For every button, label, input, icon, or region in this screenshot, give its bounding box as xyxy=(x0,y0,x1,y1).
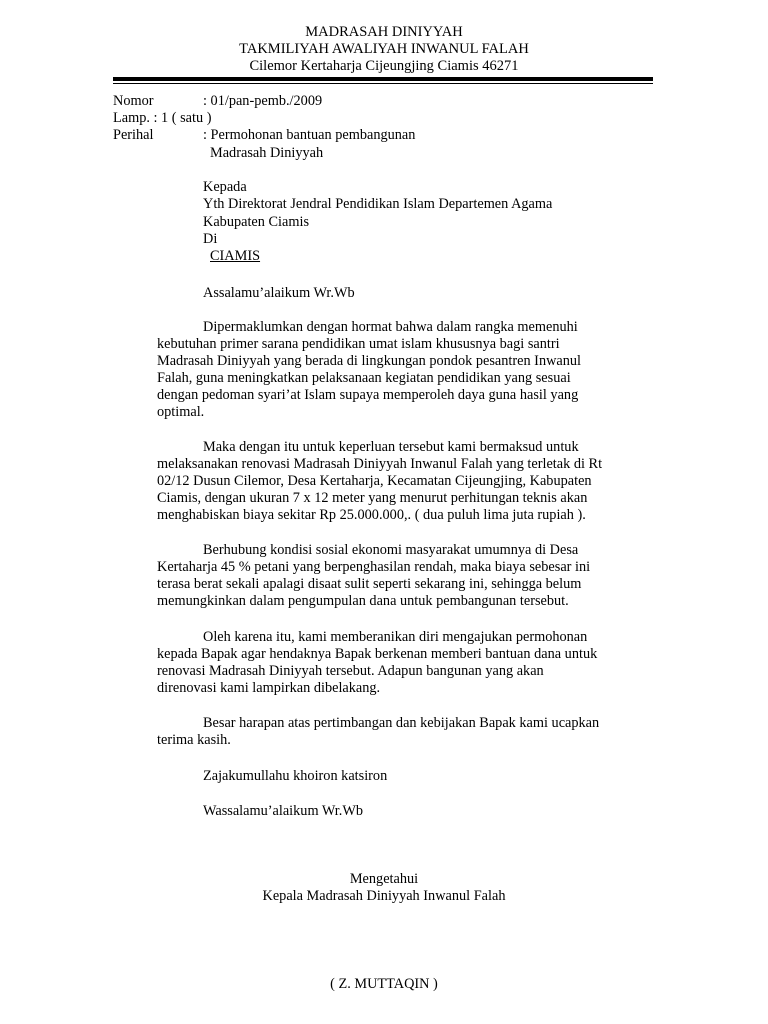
perihal-label: Perihal xyxy=(113,127,154,143)
paragraph-line: direnovasi kami lampirkan dibelakang. xyxy=(157,680,381,697)
paragraph-line: Maka dengan itu untuk keperluan tersebut kami bermaksud untuk xyxy=(203,439,579,455)
perihal-value-continued: Madrasah Diniyyah xyxy=(210,145,324,161)
paragraph-line: dengan pedoman syari’at Islam supaya memperoleh daya guna hasil yang xyxy=(157,387,579,404)
paragraph-line: kepada Bapak agar hendaknya Bapak berkenan memberi bantuan dana untuk xyxy=(157,646,598,663)
paragraph-5 xyxy=(157,715,657,749)
paragraph-4 xyxy=(157,629,657,697)
paragraph-line: Madrasah Diniyyah yang berada di lingkungan pondok pesantren Inwanul xyxy=(157,353,582,370)
signature-title: Kepala Madrasah Diniyyah Inwanul Falah xyxy=(262,888,506,904)
header-divider-thin xyxy=(113,83,653,84)
recipient-kepada: Kepada xyxy=(203,179,247,195)
signature-mengetahui: Mengetahui xyxy=(349,871,419,887)
recipient-di: Di xyxy=(203,231,218,247)
recipient-regency: Kabupaten Ciamis xyxy=(203,214,310,230)
paragraph-2 xyxy=(157,439,657,524)
header-institution-name: MADRASAH DINIYYAH xyxy=(305,24,463,40)
paragraph-line: menghabiskan biaya sekitar Rp 25.000.000,. ( dua puluh lima juta rupiah ). xyxy=(157,507,586,524)
paragraph-line: memungkinkan dalam pengumpulan dana untuk pembangunan tersebut. xyxy=(157,593,569,610)
paragraph-line: Besar harapan atas pertimbangan dan kebijakan Bapak kami ucapkan xyxy=(203,715,600,731)
greeting: Assalamu’alaikum Wr.Wb xyxy=(203,285,355,301)
recipient-city: CIAMIS xyxy=(210,248,261,264)
lampiran-line: Lamp. : 1 ( satu ) xyxy=(113,110,212,126)
paragraph-line: melaksanakan renovasi Madrasah Diniyyah Inwanul Falah yang terletak di Rt xyxy=(157,456,603,473)
recipient-name: Yth Direktorat Jendral Pendidikan Islam Departemen Agama xyxy=(203,196,553,212)
paragraph-line: kebutuhan primer sarana pendidikan umat islam khususnya bagi santri xyxy=(157,336,560,353)
paragraph-line: terima kasih. xyxy=(157,732,231,749)
paragraph-line: optimal. xyxy=(157,404,205,421)
paragraph-line: terasa berat sekali apalagi disaat sulit seperti sekarang ini, sehingga belum xyxy=(157,576,582,593)
header-address: Cilemor Kertaharja Cijeungjing Ciamis 46271 xyxy=(249,58,519,74)
paragraph-line: 02/12 Dusun Cilemor, Desa Kertaharja, Kecamatan Cijeungjing, Kabupaten xyxy=(157,473,592,490)
paragraph-1 xyxy=(157,319,657,422)
paragraph-line: renovasi Madrasah Diniyyah tersebut. Adapun bangunan yang akan xyxy=(157,663,544,680)
closing-prayer: Zajakumullahu khoiron katsiron xyxy=(203,768,388,784)
paragraph-line: Berhubung kondisi sosial ekonomi masyarakat umumnya di Desa xyxy=(203,542,579,558)
signature-name: ( Z. MUTTAQIN ) xyxy=(330,976,438,992)
paragraph-line: Ciamis, dengan ukuran 7 x 12 meter yang menurut perhitungan teknis akan xyxy=(157,490,588,507)
paragraph-3 xyxy=(157,542,657,610)
nomor-value: : 01/pan-pemb./2009 xyxy=(203,93,323,109)
perihal-value: : Permohonan bantuan pembangunan xyxy=(203,127,416,143)
paragraph-line: Dipermaklumkan dengan hormat bahwa dalam rangka memenuhi xyxy=(203,319,578,335)
header-institution-subtitle: TAKMILIYAH AWALIYAH INWANUL FALAH xyxy=(239,41,529,57)
nomor-label: Nomor xyxy=(113,93,154,109)
closing-salutation: Wassalamu’alaikum Wr.Wb xyxy=(203,803,363,819)
paragraph-line: Oleh karena itu, kami memberanikan diri mengajukan permohonan xyxy=(203,629,588,645)
header-divider-thick xyxy=(113,77,653,81)
paragraph-line: Kertaharja 45 % petani yang berpenghasilan rendah, maka biaya sebesar ini xyxy=(157,559,591,576)
paragraph-line: Falah, guna meningkatkan pelaksanaan kegiatan pendidikan yang sesuai xyxy=(157,370,571,387)
